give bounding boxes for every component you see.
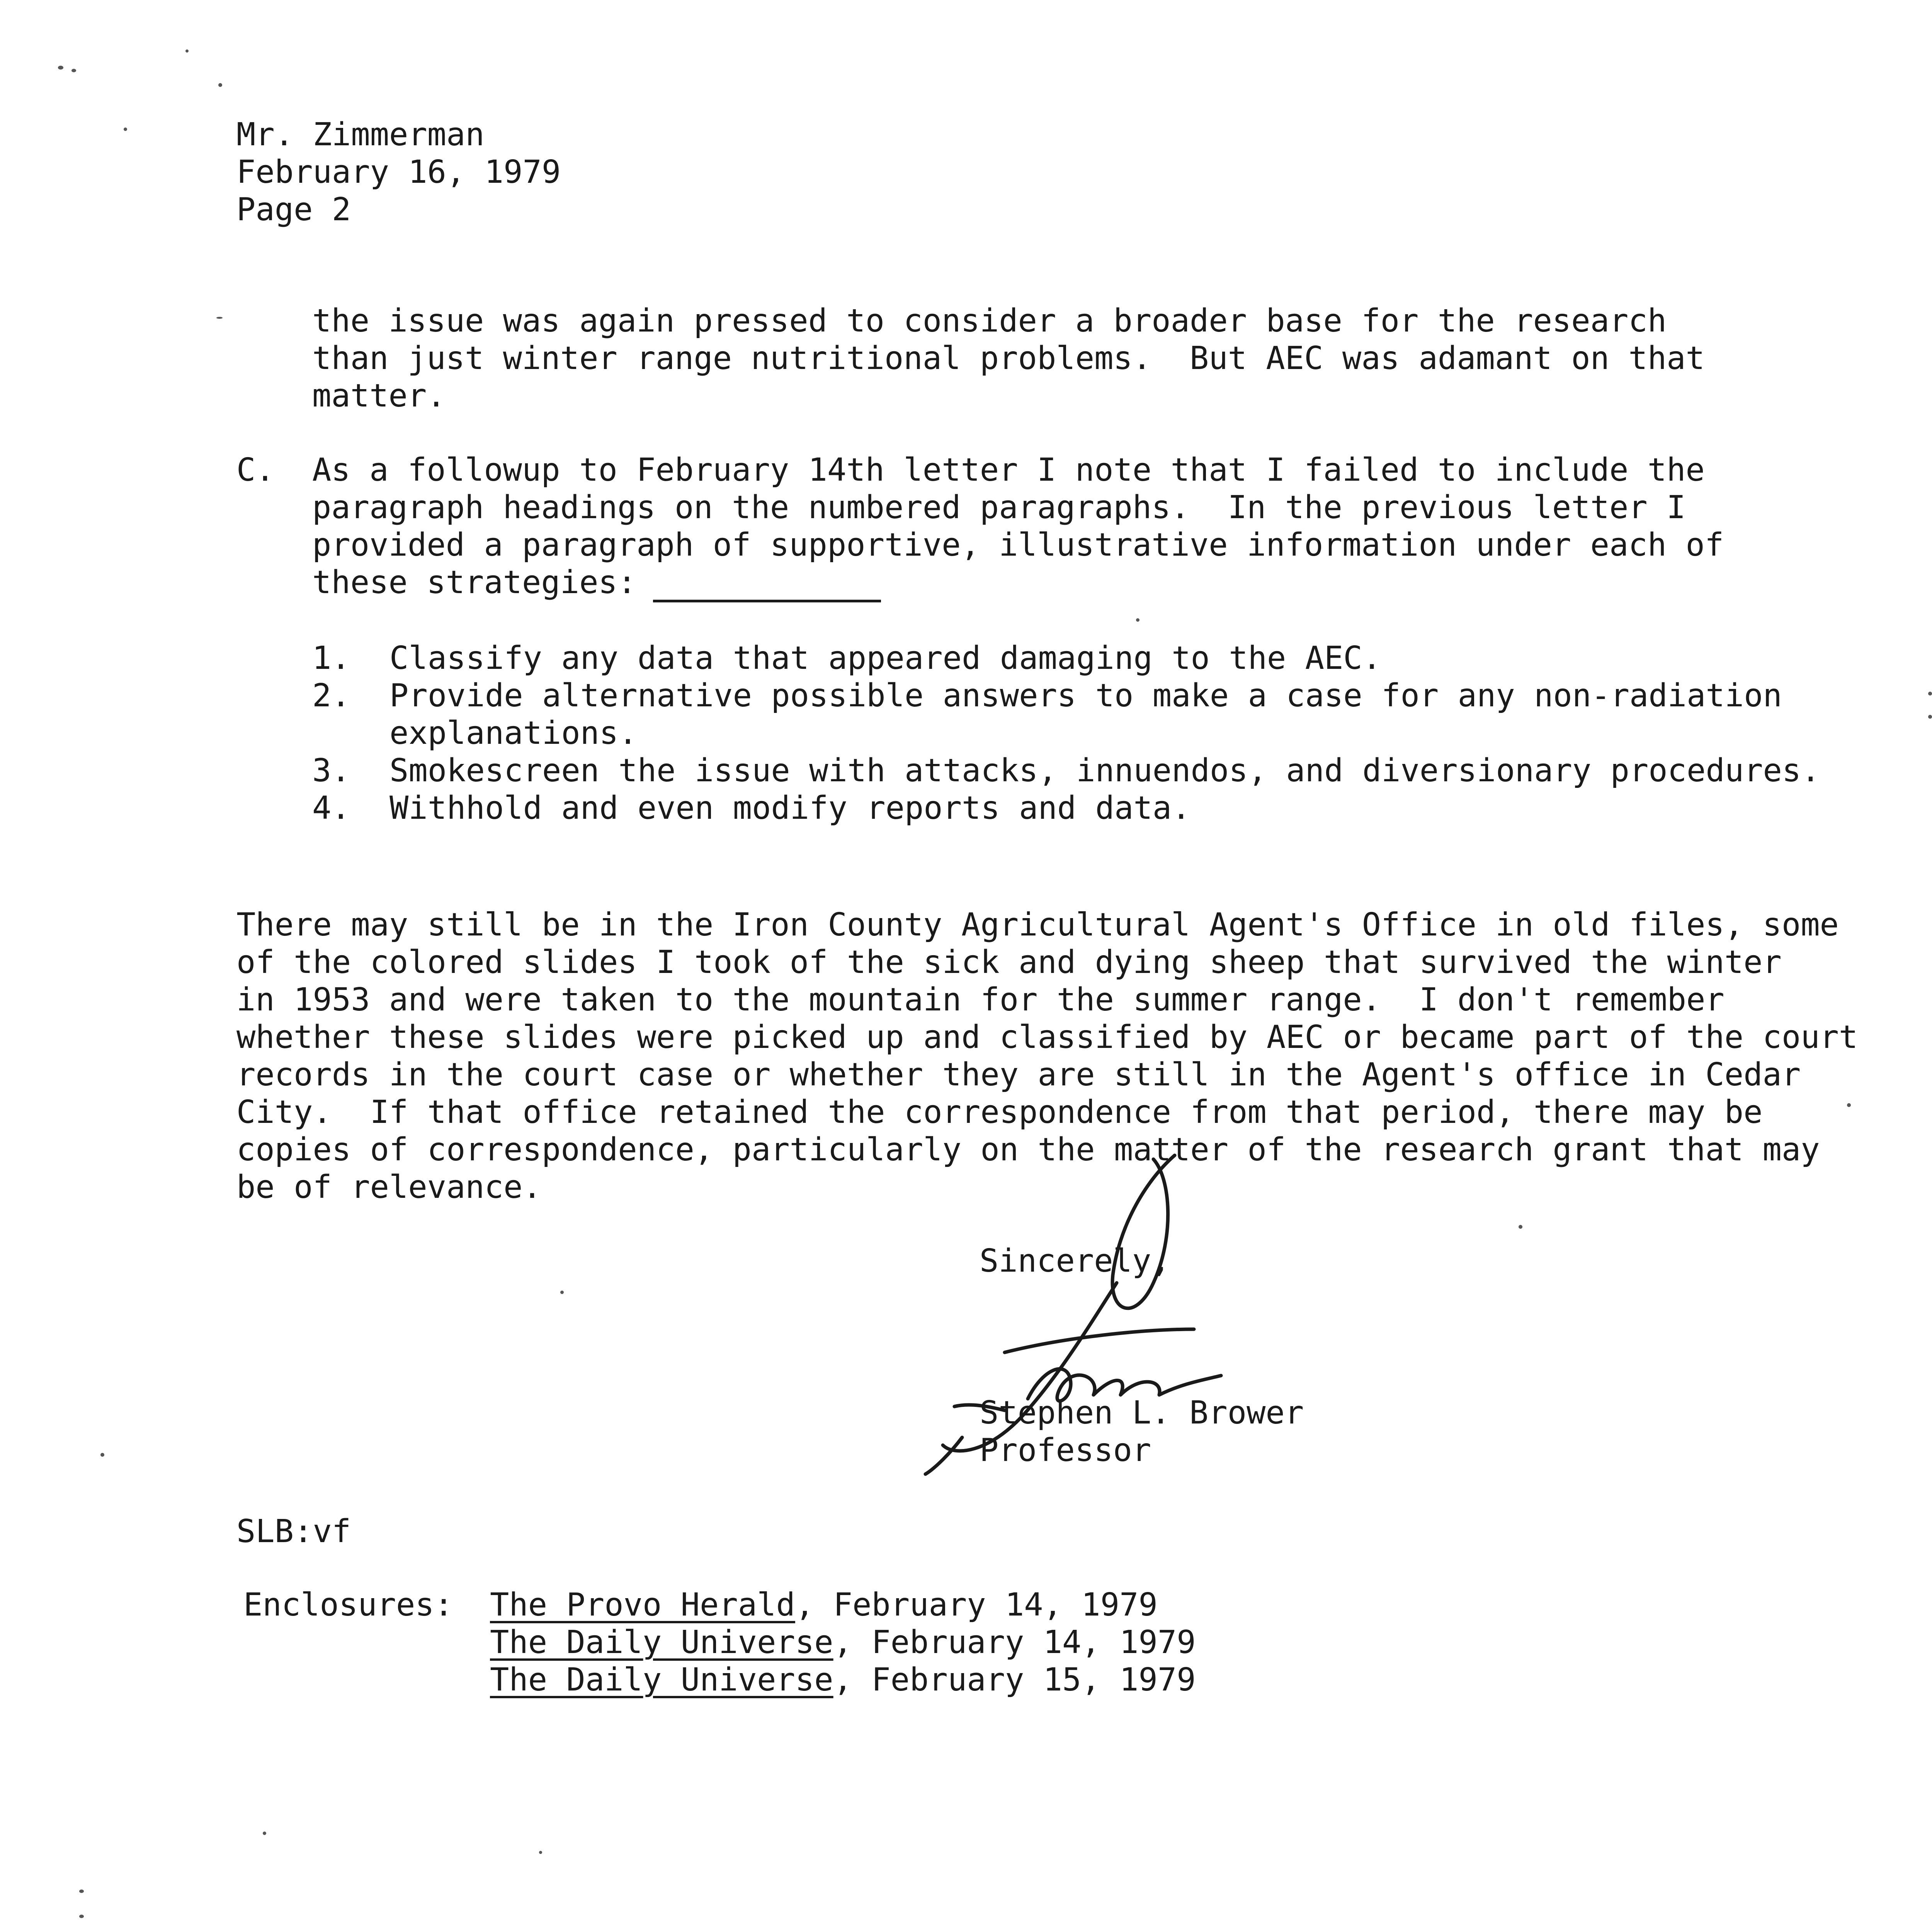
body-line: copies of correspondence, particularly on the matter of the research grant that may xyxy=(236,1131,1820,1168)
scan-speck xyxy=(216,317,223,319)
scan-speck xyxy=(79,1889,84,1893)
enclosure-date: , February 15, 1979 xyxy=(833,1662,1196,1698)
continuation-line: the issue was again pressed to consider a broader base for the research xyxy=(312,303,1667,339)
enclosure-date: , February 14, 1979 xyxy=(833,1624,1196,1661)
strategy-text: Provide alternative possible answers to make a case for any non-radiation xyxy=(389,677,1782,714)
continuation-line: matter. xyxy=(312,378,446,414)
enclosure-publication: The Provo Herald xyxy=(490,1587,795,1623)
enclosure-publication: The Daily Universe xyxy=(490,1662,833,1698)
strategy-number: 3. xyxy=(312,752,350,789)
scan-speck xyxy=(79,1915,84,1918)
strategy-number: 4. xyxy=(312,790,350,827)
recipient-line: Mr. Zimmerman xyxy=(236,116,485,153)
enclosure-item xyxy=(490,1624,1196,1662)
enclosure-item xyxy=(490,1586,1158,1624)
body-line: be of relevance. xyxy=(236,1169,542,1206)
body-line: records in the court case or whether they are still in the Agent's office in Cedar xyxy=(236,1056,1801,1093)
strategy-text: Smokescreen the issue with attacks, innuendos, and diversionary procedures. xyxy=(389,752,1820,789)
item-c-marker: C. xyxy=(236,452,275,488)
typist-initials: SLB:vf xyxy=(236,1513,351,1550)
strategy-number: 1. xyxy=(312,640,350,677)
continuation-line: than just winter range nutritional problems. But AEC was adamant on that xyxy=(312,340,1705,377)
signer-name: Stephen L. Brower xyxy=(980,1395,1304,1431)
scan-speck xyxy=(560,1291,564,1294)
letter-date: February 16, 1979 xyxy=(236,154,561,190)
closing-salutation: Sincerely, xyxy=(980,1243,1170,1279)
strategy-text: Withhold and even modify reports and data. xyxy=(389,790,1191,827)
signer-title: Professor xyxy=(980,1432,1151,1469)
item-c-line: provided a paragraph of supportive, illustrative information under each of xyxy=(312,527,1724,563)
scan-speck xyxy=(185,49,189,53)
enclosure-publication: The Daily Universe xyxy=(490,1624,833,1661)
item-c-line: paragraph headings on the numbered paragraphs. In the previous letter I xyxy=(312,489,1686,526)
enclosures-label: Enclosures: xyxy=(243,1587,454,1623)
page-number: Page 2 xyxy=(236,191,351,228)
item-c-line: As a followup to February 14th letter I note that I failed to include the xyxy=(312,452,1705,488)
body-line: There may still be in the Iron County Agricultural Agent's Office in old files, some xyxy=(236,906,1839,943)
scan-speck xyxy=(1928,715,1932,719)
strategy-number: 2. xyxy=(312,677,350,714)
scan-speck xyxy=(58,66,63,70)
scan-speck xyxy=(263,1832,266,1835)
scan-speck xyxy=(1928,692,1932,696)
body-line: of the colored slides I took of the sick and dying sheep that survived the winter xyxy=(236,944,1782,981)
scan-speck xyxy=(1519,1225,1522,1229)
item-c-line: these strategies: xyxy=(312,564,637,601)
body-line: whether these slides were picked up and classified by AEC or became part of the court xyxy=(236,1019,1858,1056)
body-line: City. If that office retained the correspondence from that period, there may be xyxy=(236,1094,1763,1131)
body-line: in 1953 and were taken to the mountain for the summer range. I don't remember xyxy=(236,981,1725,1018)
enclosure-date: , February 14, 1979 xyxy=(795,1587,1158,1623)
strategy-text: explanations. xyxy=(389,715,638,752)
scan-speck xyxy=(1847,1103,1851,1107)
scan-speck xyxy=(71,69,76,72)
scan-speck xyxy=(124,128,127,131)
scan-speck xyxy=(218,83,222,87)
strategy-text: Classify any data that appeared damaging to the AEC. xyxy=(389,640,1382,677)
enclosure-item xyxy=(490,1661,1196,1699)
scan-speck xyxy=(1136,618,1139,622)
scan-speck xyxy=(100,1453,104,1457)
scan-speck xyxy=(539,1851,542,1854)
